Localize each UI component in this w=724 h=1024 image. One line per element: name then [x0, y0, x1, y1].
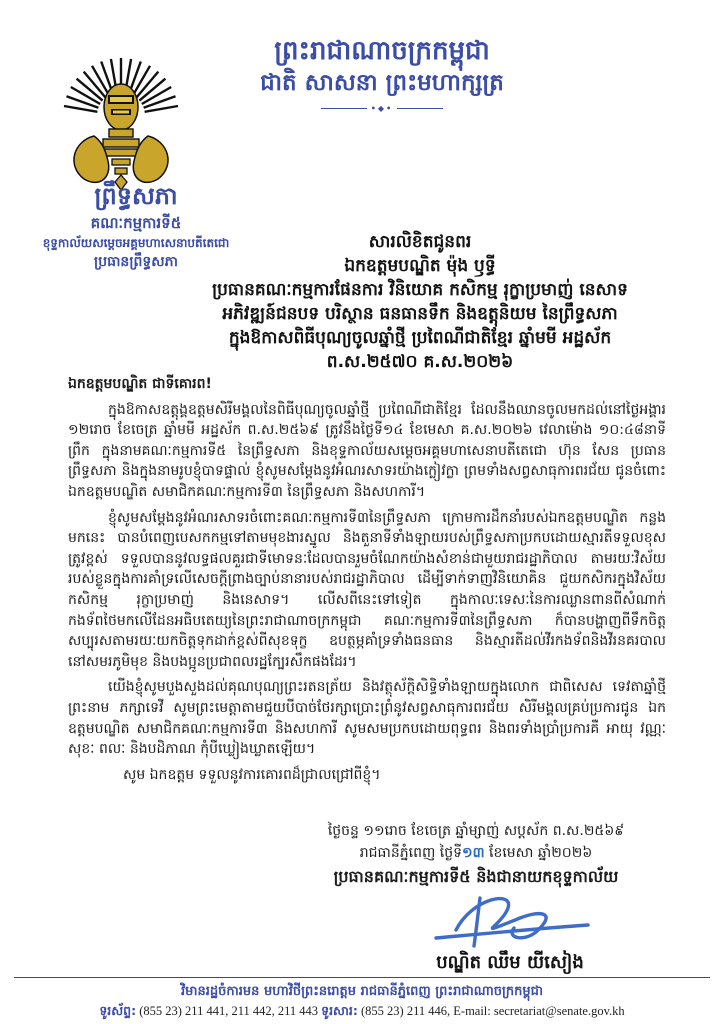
- sender-office: ខុទ្ទកាល័យសម្តេចអគ្គមហាសេនាបតីតេជោ: [42, 236, 230, 250]
- letter-body: [68, 374, 666, 785]
- email-label: E-mail:: [453, 1004, 491, 1018]
- paragraph-1: ក្នុងឱកាសឧត្តុង្គឧត្តមសិរីមង្គលនៃពិធីបុណ្យចូលឆ្នាំថ្មី ប្រពៃណីជាតិខ្មែរ ដែលនឹងឈានចូលមកដល់នៅថ្ងៃអង្គារ ១២រោច ខែចេត្រ ឆ្នាំមមី អដ្ឋស័ក ព.ស.២៥៦៩ ត្រូវនឹងថ្ងៃទី១៤ ខែមេសា គ.ស.២០២៦ វេលាម៉ោង ១០:៤៨នាទីព្រឹក ក្នុងនាមគណៈកម្មការទី៥ នៃព្រឹទ្ធសភា និងខុទ្ទកាល័យសម្តេចអគ្គមហាសេនាបតីតេជោ ហ៊ុន សែន ប្រធានព្រឹទ្ធសភា និងក្នុងនាមរូបខ្ញុំបាទផ្ទាល់ ខ្ញុំសូមសម្តែងនូវអំណរសាទរយ៉ាងក្លៀវក្លា ព្រមទាំងសព្វសាធុការពរជ័យ ជូនចំពោះឯកឧត្តមបណ្ឌិត សមាជិកគណៈកម្មការទី៣ នៃព្រឹទ្ធសភា និងសហការី។: [68, 401, 666, 500]
- place-date-suffix: ខែមេសា ឆ្នាំ២០២៦: [484, 845, 593, 861]
- lunar-date-line: ថ្ងៃចន្ទ ១១រោច ខែចេត្រ ឆ្នាំម្សាញ់ សប្តស័ក ព.ស.២៥៦៩: [327, 823, 625, 839]
- footer-divider: [14, 977, 710, 978]
- subject-line-6: ព.ស.២៥៧០ គ.ស.២០២៦: [326, 352, 514, 372]
- national-motto: ជាតិ សាសនា ព្រះមហាក្សត្រ: [260, 70, 504, 96]
- email-address: secretariat@senate.gov.kh: [493, 1004, 625, 1018]
- handwritten-day: ១៣: [461, 845, 485, 861]
- signer-name: បណ្ឌិត ឈឹម យីសៀង: [436, 952, 584, 973]
- header-divider-ornament: [198, 104, 566, 113]
- place-date-prefix: រាជធានីភ្នំពេញ ថ្ងៃទី: [359, 845, 462, 861]
- footer: [0, 982, 724, 1021]
- signer-title: ប្រធានគណៈកម្មការទី៥ និងជានាយកខុទ្ទកាល័យ: [333, 867, 619, 886]
- paragraph-2: ខ្ញុំសូមសម្តែងនូវអំណរសាទរចំពោះគណៈកម្មការទី៣នៃព្រឹទ្ធសភា ក្រោមការដឹកនាំរបស់ឯកឧត្តមបណ្ឌិត កន្លងមកនេះ បានបំពេញបេសកកម្មទៅតាមមុខងារស្នូល និងតួនាទីទាំងឡាយរបស់ព្រឹទ្ធសភាប្រកបដោយស្មារតីទទួលខុសត្រូវខ្ពស់ ទទួលបាននូវលទ្ធផលគួរជាទីមោទនៈដែលបានរួមចំណែកយ៉ាងសំខាន់ជាមួយរាជរដ្ឋាភិបាល តាមរយៈវិស័យរបស់ខ្លួនក្នុងការគាំទ្រលើសេចក្តីព្រាងច្បាប់នានារបស់រាជរដ្ឋាភិបាល ដើម្បីទាក់ទាញវិនិយោគិន ជួយកសិករក្នុងវិស័យកសិកម្ម រុក្ខាប្រមាញ់ និងនេសាទ។ លើសពីនេះទៅទៀត ក្នុងកាលៈទេសៈនៃការឈ្លានពានពីសំណាក់កងទ័ពថៃមកលើដែនអធិបតេយ្យនៃព្រះរាជាណាចក្រកម្ពុជា គណៈកម្មការទី៣នៃព្រឹទ្ធសភា ក៏បានបង្ហាញពីទឹកចិត្តសប្បុរសតាមរយៈយកចិត្តទុកដាក់ខ្ពស់ពីសុខទុក្ខ ឧបត្ថម្ភគាំទ្រទាំងធនធាន និងស្មារតីដល់វីរកងទ័ពនិងវីរនគរបាលនៅសមរភូមិមុខ និងបងប្អូនប្រជាពលរដ្ឋក្បែរសឹកផងដែរ។: [68, 509, 666, 670]
- sender-title: ប្រធានព្រឹទ្ធសភា: [94, 254, 178, 270]
- ornament-glyph: •◆•: [370, 104, 394, 113]
- sender-institution: ព្រឹទ្ធសភា: [94, 182, 178, 210]
- subject-line-2: ឯកឧត្តមបណ្ឌិត ម៉ុង ឫទ្ធី: [344, 256, 496, 276]
- signature-image: [428, 888, 598, 952]
- place-date-line: [280, 842, 672, 864]
- national-header: [198, 34, 566, 113]
- closing-line: សូម ឯកឧត្តម ទទួលនូវការគោរពដ៏ជ្រាលជ្រៅពីខ្ញុំ។: [123, 766, 381, 783]
- date-block: [280, 820, 672, 889]
- phone-numbers: (855 23) 211 441, 211 442, 211 443: [139, 1004, 319, 1018]
- footer-address: វិមានរដ្ឋចំការមន មហាវិថីព្រះនរោត្តម រាជធានីភ្នំពេញ ព្រះរាជាណាចក្រកម្ពុជា: [181, 984, 543, 999]
- phone-label: ទូរស័ព្ទ:: [99, 1003, 137, 1018]
- footer-contact: [0, 1001, 724, 1021]
- subject-line-3: ប្រធានគណៈកម្មការផែនការ វិនិយោគ កសិកម្ម រុក្ខាប្រមាញ់ នេសាទ: [212, 280, 628, 300]
- salutation: ឯកឧត្តមបណ្ឌិត ជាទីគោរព!: [68, 376, 212, 392]
- kingdom-title: ព្រះរាជាណាចក្រកម្ពុជា: [274, 36, 490, 66]
- fax-number: (855 23) 211 446,: [361, 1004, 451, 1018]
- paragraph-3: យើងខ្ញុំសូមបួងសួងដល់គុណបុណ្យព្រះរតនត្រ័យ និងវត្ថុស័ក្តិសិទ្ធិទាំងឡាយក្នុងលោក ជាពិសេស ទេវតាឆ្នាំថ្មី ព្រះនាម ភក្សាទេវី សូមព្រះមេត្តាតាមជួយបីបាច់ថែរក្សាប្រោះព្រំនូវសព្វសាធុការពរជ័យ សិរីមង្គលគ្រប់ប្រការជូន ឯកឧត្តមបណ្ឌិត សមាជិកគណៈកម្មការទី៣ និងសហការី សូមសមប្រកបដោយពុទ្ធពរ និងពរទាំងប្រាំប្រការគឺ អាយុ វណ្ណៈ សុខៈ ពលៈ និងបដិភាណ កុំបីឃ្លៀងឃ្លាតឡើយ។: [68, 679, 666, 758]
- sender-committee: គណៈកម្មការទី៥: [90, 214, 182, 232]
- senate-crest-icon: [56, 40, 186, 192]
- letter-subject: [150, 230, 690, 374]
- subject-line-1: សារលិខិតជូនពរ: [368, 232, 472, 252]
- subject-line-5: ក្នុងឱកាសពិធីបុណ្យចូលឆ្នាំថ្មី ប្រពៃណីជាតិខ្មែរ ឆ្នាំមមី អដ្ឋស័ក: [228, 328, 612, 348]
- subject-line-4: អភិវឌ្ឍន៍ជនបទ បរិស្ថាន ធនធានទឹក និងឧត្តុនិយម នៃព្រឹទ្ធសភា: [222, 304, 618, 324]
- fax-label: ទូរសារ:: [321, 1003, 358, 1018]
